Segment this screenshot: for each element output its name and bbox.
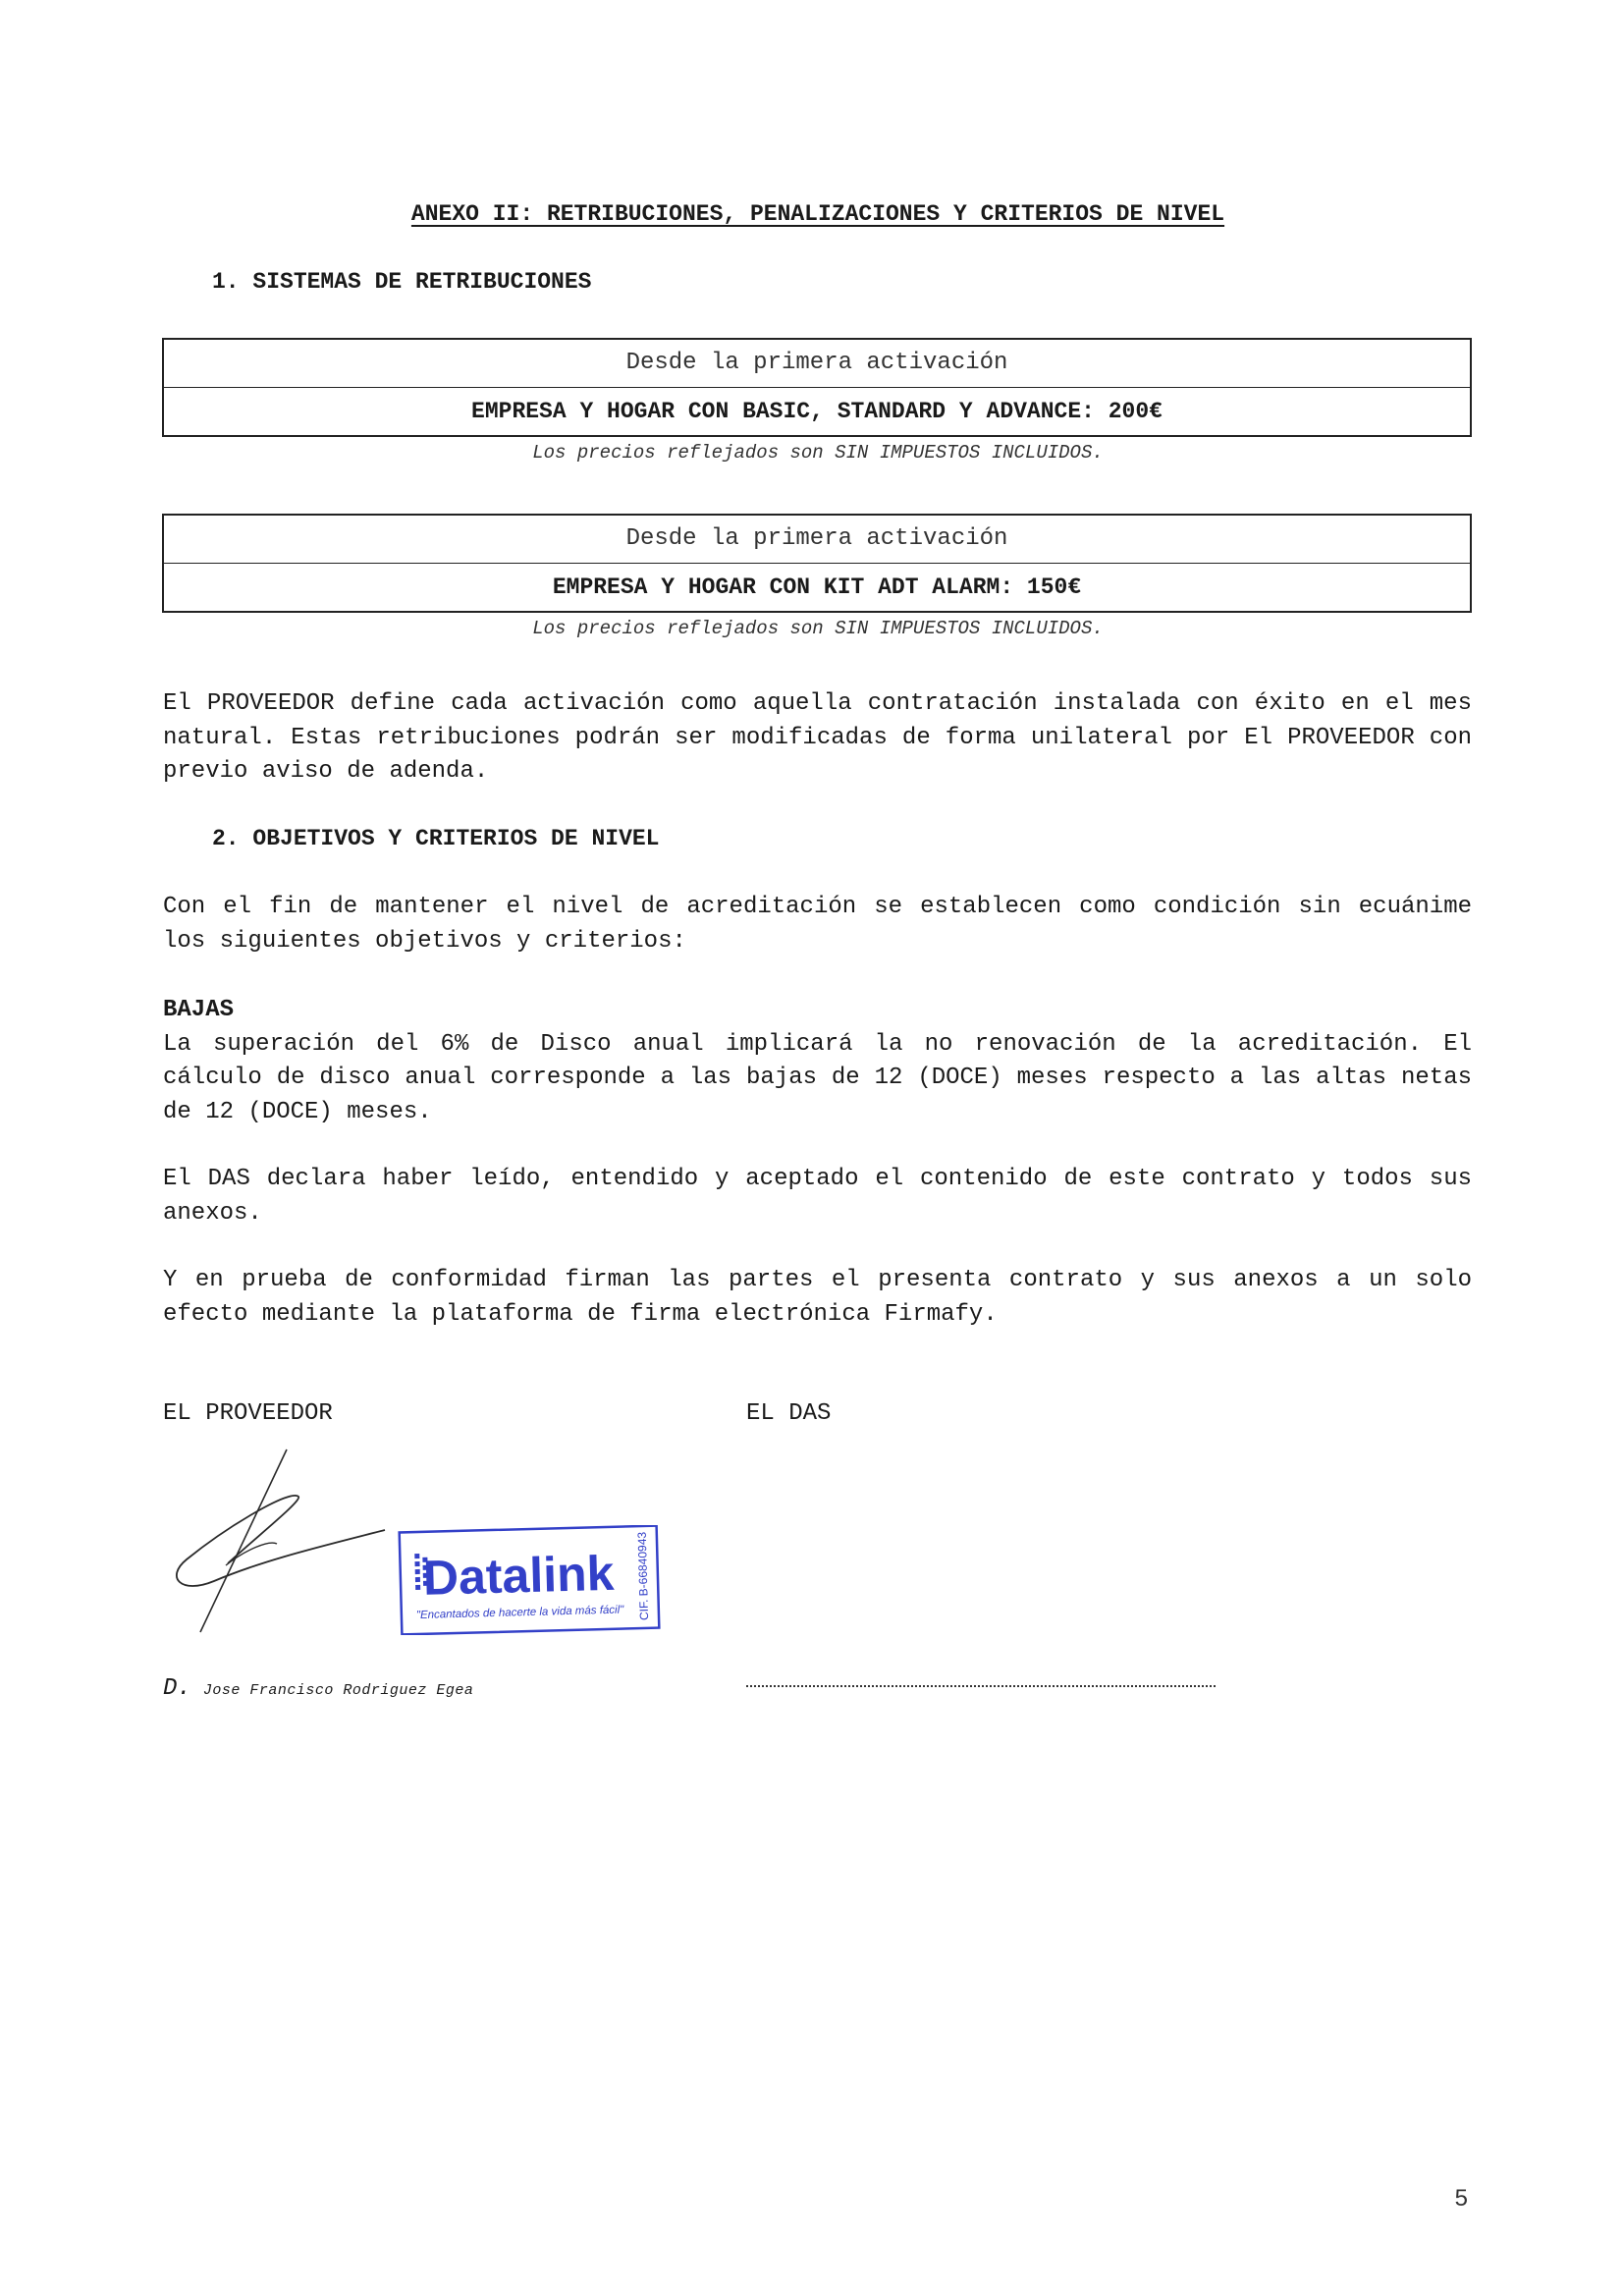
signer-full-name: Jose Francisco Rodriguez Egea	[202, 1682, 474, 1699]
table-2-header: Desde la primera activación	[164, 516, 1470, 564]
stamp-brand: Datalink	[422, 1545, 616, 1606]
bajas-heading: BAJAS	[163, 997, 235, 1023]
acceptance-paragraph: El DAS declara haber leído, entendido y aceptado el contenido de este contrato y todos sus anexos.	[163, 1166, 1472, 1227]
handwritten-signature	[167, 1444, 403, 1640]
section-1-heading: 1. SISTEMAS DE RETRIBUCIONES	[212, 269, 592, 295]
provider-label: EL PROVEEDOR	[163, 1400, 333, 1427]
annex-title: ANEXO II: RETRIBUCIONES, PENALIZACIONES Y CRITERIOS DE NIVEL	[410, 201, 1225, 227]
retribution-table-2	[162, 514, 1472, 613]
table-1-note: Los precios reflejados son SIN IMPUESTOS INCLUIDOS.	[532, 442, 1104, 464]
signer-name	[163, 1675, 473, 1702]
das-label: EL DAS	[746, 1400, 832, 1427]
bajas-text: La superación del 6% de Disco anual implicará la no renovación de la acreditación. El cálculo de disco anual corresponde a las bajas de 12 (DOCE) meses respecto a las altas netas de 12 (DOCE) meses.	[163, 1030, 1472, 1125]
das-signature-line	[746, 1685, 1216, 1687]
objectives-paragraph: Con el fin de mantener el nivel de acreditación se establecen como condición sin ecuánime los siguientes objetivos y criterios:	[163, 894, 1472, 955]
table-1-header: Desde la primera activación	[164, 340, 1470, 388]
table-2-note: Los precios reflejados son SIN IMPUESTOS INCLUIDOS.	[532, 618, 1104, 639]
page-number: 5	[1454, 2185, 1468, 2212]
bajas-block	[163, 994, 1472, 1129]
table-1-value: EMPRESA Y HOGAR CON BASIC, STANDARD Y ADVANCE: 200€	[471, 399, 1163, 424]
section-2-heading: 2. OBJETIVOS Y CRITERIOS DE NIVEL	[212, 826, 660, 851]
retribution-table-1	[162, 338, 1472, 437]
stamp-cif: CIF. B-66840943	[634, 1531, 652, 1621]
signer-prefix: D.	[163, 1675, 191, 1702]
datalink-stamp	[398, 1525, 663, 1635]
table-2-value: EMPRESA Y HOGAR CON KIT ADT ALARM: 150€	[552, 574, 1082, 600]
conformity-paragraph: Y en prueba de conformidad firman las partes el presenta contrato y sus anexos a un solo efecto mediante la plataforma de firma electrónica Firmafy.	[163, 1267, 1472, 1328]
activation-paragraph: El PROVEEDOR define cada activación como aquella contratación instalada con éxito en el mes natural. Estas retribuciones podrán ser modificadas de forma unilateral por El PROVEEDOR con previo aviso de adenda.	[163, 690, 1472, 785]
stamp-slogan: "Encantados de hacerte la vida más fácil"	[415, 1604, 624, 1622]
